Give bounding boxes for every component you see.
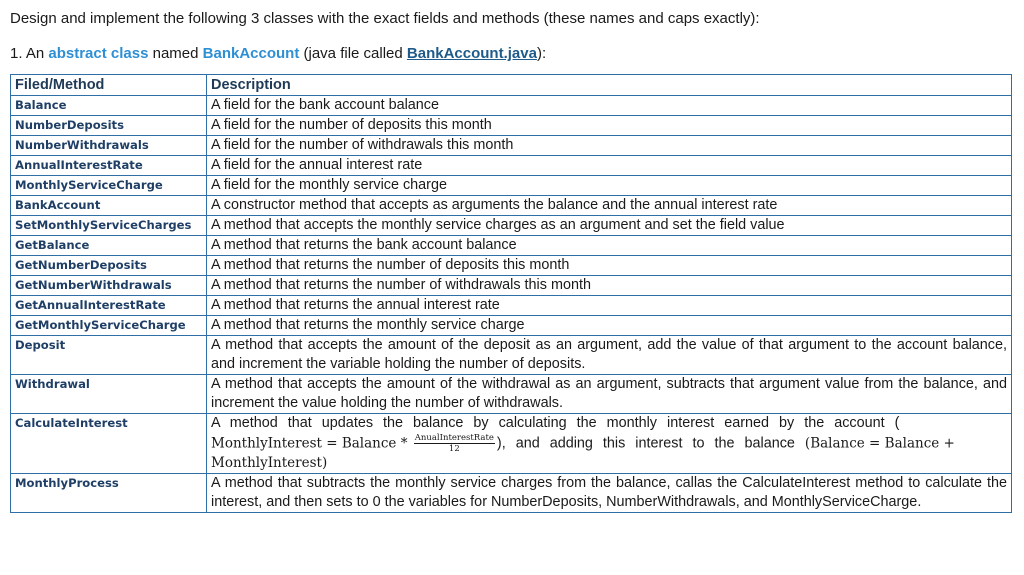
method-name: GetBalance [11, 236, 207, 256]
field-name: AnnualInterestRate [11, 156, 207, 176]
field-description: A field for the annual interest rate [207, 156, 1012, 176]
field-description: A field for the bank account balance [207, 96, 1012, 116]
intro-text: Design and implement the following 3 classes with the exact fields and methods (these names and caps exactly): [10, 10, 760, 27]
table-header-row [11, 75, 1012, 96]
method-description: A method that returns the annual interest rate [207, 296, 1012, 316]
formula-monthly-interest: MonthlyInterest = Balance * [211, 435, 412, 452]
formula-balance-update: (Balance = Balance + MonthlyInterest) [211, 435, 955, 471]
heading-suffix: ): [536, 45, 547, 62]
table-row [11, 196, 1012, 216]
method-description [207, 474, 1012, 513]
file-name: BankAccount.java [406, 45, 537, 62]
field-description: A field for the number of deposits this month [207, 116, 1012, 136]
header-description: Description [207, 75, 1012, 96]
monthly-text-4: , and [735, 494, 772, 510]
method-name: GetNumberWithdrawals [11, 276, 207, 296]
ref-number-deposits: NumberDeposits [490, 494, 599, 510]
monthly-text-3: , [598, 494, 607, 510]
calc-text-1: A method that updates the balance by calculating the monthly interest earned by the account ( [211, 415, 900, 431]
fraction-denominator: 12 [448, 444, 460, 454]
method-description: A method that accepts the amount of the deposit as an argument, add the value of that argument to the account balance, and increment the variable holding the number of deposits. [207, 336, 1012, 375]
spec-table [10, 74, 1012, 513]
field-description: A field for the number of withdrawals this month [207, 136, 1012, 156]
table-row-calculate-interest [11, 414, 1012, 474]
table-row [11, 336, 1012, 375]
method-name: BankAccount [11, 196, 207, 216]
table-row [11, 136, 1012, 156]
method-name: SetMonthlyServiceCharges [11, 216, 207, 236]
formula-fraction [414, 433, 495, 454]
method-name: Deposit [11, 336, 207, 375]
method-description: A method that returns the number of deposits this month [207, 256, 1012, 276]
heading-file-prefix: (java file called [299, 45, 407, 62]
ref-calculate-interest: CalculateInterest [742, 475, 851, 491]
table-row [11, 256, 1012, 276]
method-name: GetAnnualInterestRate [11, 296, 207, 316]
method-description: A method that accepts the amount of the withdrawal as an argument, subtracts that argument value from the balance, and increment the value holding the number of withdrawals. [207, 375, 1012, 414]
heading-named: named [148, 45, 203, 62]
calc-text-2: ), and adding this interest to the balance [496, 435, 805, 452]
field-name: NumberWithdrawals [11, 136, 207, 156]
table-row [11, 96, 1012, 116]
table-row [11, 316, 1012, 336]
table-row [11, 296, 1012, 316]
class-name: BankAccount [202, 45, 300, 62]
field-description: A field for the monthly service charge [207, 176, 1012, 196]
monthly-text-5: . [917, 494, 922, 510]
method-name: Withdrawal [11, 375, 207, 414]
ref-number-withdrawals: NumberWithdrawals [606, 494, 736, 510]
method-description [207, 414, 1012, 474]
table-row [11, 375, 1012, 414]
field-name: NumberDeposits [11, 116, 207, 136]
method-description: A method that returns the monthly service charge [207, 316, 1012, 336]
method-name: MonthlyProcess [11, 474, 207, 513]
method-name: GetMonthlyServiceCharge [11, 316, 207, 336]
table-row [11, 236, 1012, 256]
monthly-text-1: A method that subtracts the monthly service charges from the balance, callas the [211, 475, 743, 491]
section-heading [10, 45, 546, 63]
field-name: MonthlyServiceCharge [11, 176, 207, 196]
method-name: CalculateInterest [11, 414, 207, 474]
table-row [11, 176, 1012, 196]
table-row [11, 276, 1012, 296]
table-row [11, 116, 1012, 136]
method-description: A method that accepts the monthly service charges as an argument and set the field value [207, 216, 1012, 236]
method-description: A method that returns the number of withdrawals this month [207, 276, 1012, 296]
method-description: A constructor method that accepts as arguments the balance and the annual interest rate [207, 196, 1012, 216]
method-name: GetNumberDeposits [11, 256, 207, 276]
table-row [11, 216, 1012, 236]
method-description: A method that returns the bank account balance [207, 236, 1012, 256]
heading-prefix: 1. An [10, 45, 49, 62]
monthly-text-2: method to calculate the interest, and then sets to 0 the variables for [211, 475, 1007, 510]
fraction-numerator: AnualInterestRate [414, 433, 494, 443]
header-field: Filed/Method [11, 75, 207, 96]
ref-monthly-service-charge: MonthlyServiceCharge [771, 494, 918, 510]
table-row-monthly-process [11, 474, 1012, 513]
abstract-class-label: abstract class [48, 45, 149, 62]
field-name: Balance [11, 96, 207, 116]
table-row [11, 156, 1012, 176]
